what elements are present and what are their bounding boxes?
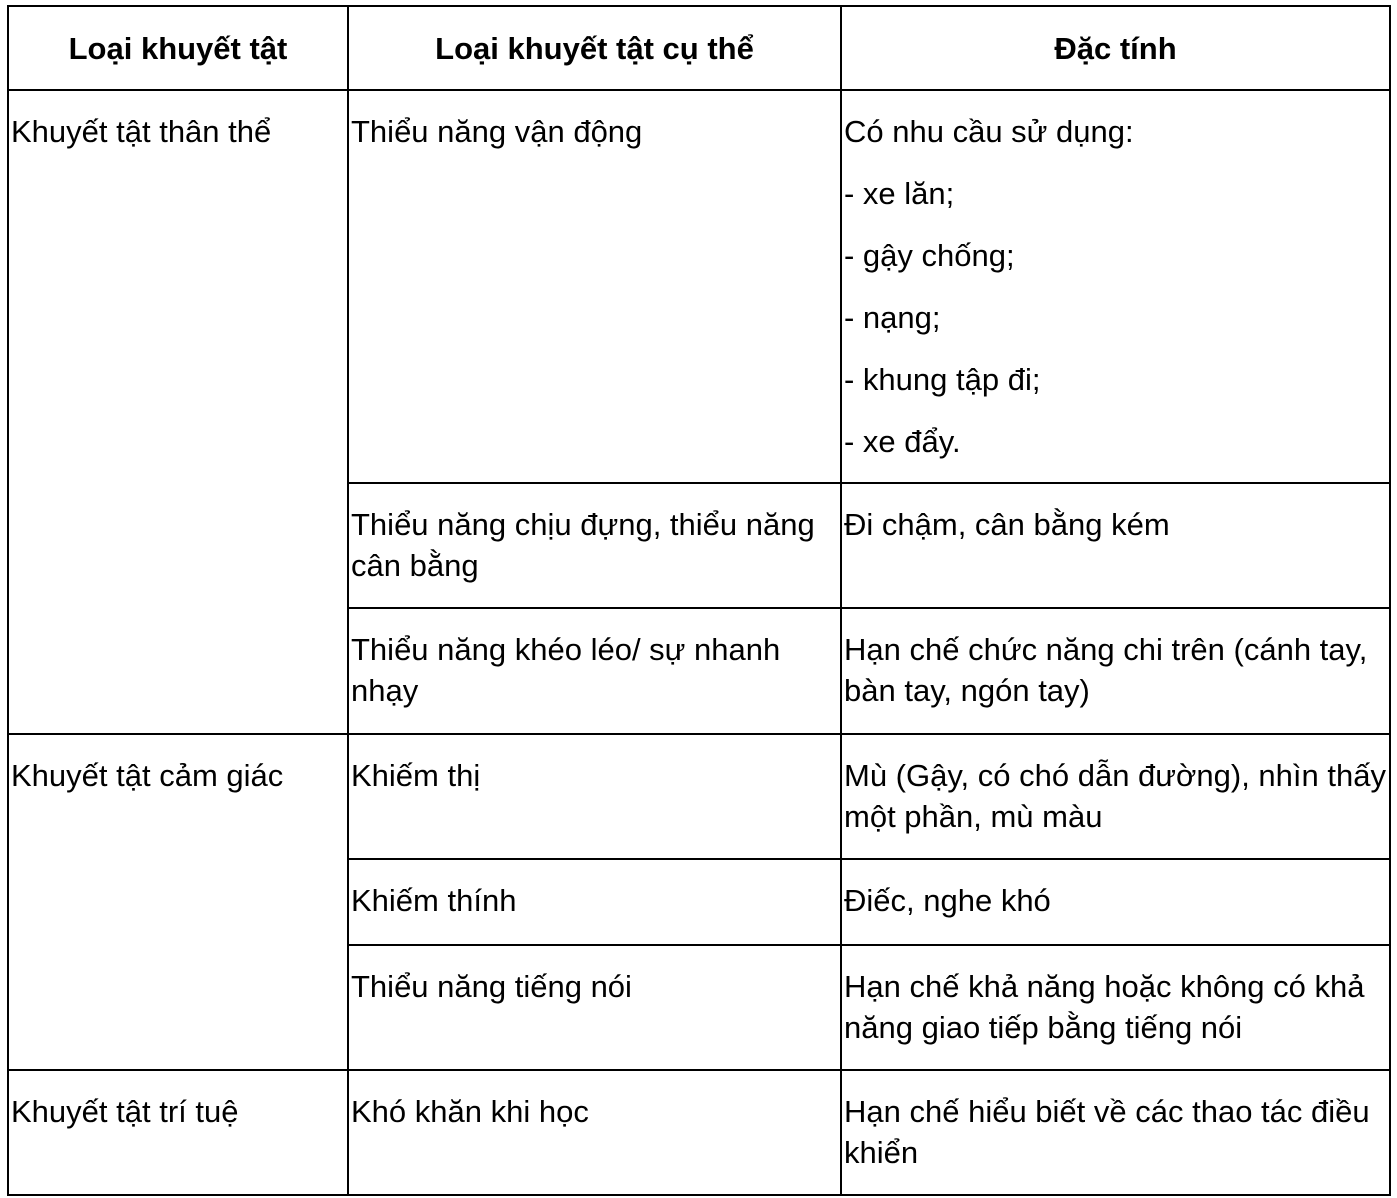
header-characteristics: Đặc tính <box>841 6 1390 90</box>
header-specific: Loại khuyết tật cụ thể <box>348 6 841 90</box>
specific-cell <box>348 90 841 483</box>
specific-label: Thiểu năng tiếng nói <box>351 969 632 1004</box>
characteristics-list <box>844 91 1389 462</box>
category-label: Khuyết tật cảm giác <box>11 758 284 793</box>
category-label: Khuyết tật thân thể <box>11 114 272 149</box>
specific-label: Khó khăn khi học <box>351 1094 589 1129</box>
category-cell-intellectual <box>8 1070 348 1195</box>
characteristics-line: - xe đẩy. <box>844 424 961 459</box>
characteristics-text: Mù (Gậy, có chó dẫn đường), nhìn thấy một phần, mù màu <box>844 758 1386 834</box>
specific-cell <box>348 1070 841 1195</box>
category-cell-physical <box>8 90 348 734</box>
characteristics-text: Điếc, nghe khó <box>844 883 1051 918</box>
category-cell-sensory <box>8 734 348 1070</box>
specific-cell <box>348 608 841 734</box>
specific-cell <box>348 859 841 945</box>
table-row <box>8 90 1390 483</box>
characteristics-cell <box>841 608 1390 734</box>
characteristics-line: - gậy chống; <box>844 238 1015 273</box>
characteristics-line: - xe lăn; <box>844 176 955 211</box>
characteristics-cell <box>841 483 1390 608</box>
category-label: Khuyết tật trí tuệ <box>11 1094 239 1129</box>
specific-label: Thiểu năng vận động <box>351 114 643 149</box>
specific-cell <box>348 945 841 1070</box>
characteristics-line: - nạng; <box>844 300 941 335</box>
characteristics-cell <box>841 90 1390 483</box>
characteristics-cell <box>841 945 1390 1070</box>
specific-cell <box>348 483 841 608</box>
characteristics-text: Hạn chế khả năng hoặc không có khả năng giao tiếp bằng tiếng nói <box>844 969 1365 1045</box>
characteristics-line: Có nhu cầu sử dụng: <box>844 114 1134 149</box>
characteristics-line: - khung tập đi; <box>844 362 1041 397</box>
characteristics-text: Hạn chế chức năng chi trên (cánh tay, bàn tay, ngón tay) <box>844 632 1368 708</box>
specific-label: Khiếm thính <box>351 883 517 918</box>
characteristics-text: Hạn chế hiểu biết về các thao tác điều khiển <box>844 1094 1370 1170</box>
specific-label: Khiếm thị <box>351 758 481 793</box>
characteristics-text: Đi chậm, cân bằng kém <box>844 507 1170 542</box>
specific-label: Thiểu năng chịu đựng, thiểu năng cân bằng <box>351 507 815 583</box>
header-row <box>8 6 1390 90</box>
characteristics-cell <box>841 1070 1390 1195</box>
table-row <box>8 734 1390 859</box>
table-row <box>8 1070 1390 1195</box>
specific-label: Thiểu năng khéo léo/ sự nhanh nhạy <box>351 632 781 708</box>
characteristics-cell <box>841 734 1390 859</box>
characteristics-cell <box>841 859 1390 945</box>
header-category: Loại khuyết tật <box>8 6 348 90</box>
specific-cell <box>348 734 841 859</box>
disability-table <box>7 5 1391 1196</box>
